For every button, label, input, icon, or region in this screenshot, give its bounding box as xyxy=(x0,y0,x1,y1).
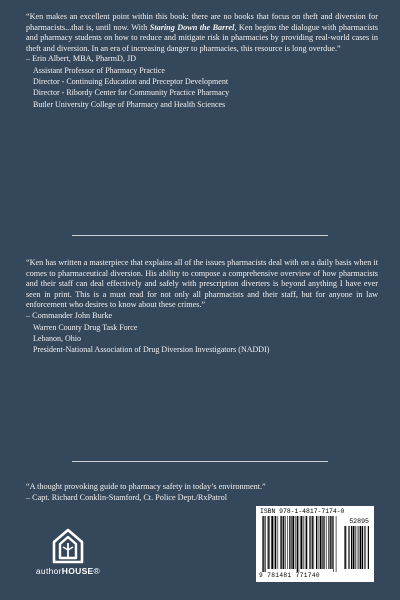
registered-mark: ® xyxy=(93,566,101,576)
barcode-bar xyxy=(265,516,266,572)
addon-bar xyxy=(360,526,362,569)
barcode-bar xyxy=(323,516,324,569)
barcode-bar xyxy=(312,516,313,569)
publisher-wordmark xyxy=(22,566,114,576)
addon-bar xyxy=(365,526,366,569)
barcode-bar xyxy=(263,516,264,572)
barcode-bar xyxy=(306,516,307,569)
barcode-bar xyxy=(274,516,275,569)
barcode-bar xyxy=(275,516,276,569)
barcode-bar xyxy=(326,516,327,569)
barcode-bar xyxy=(328,516,329,569)
endorser-titles xyxy=(26,322,378,356)
endorser-title-line: Lebanon, Ohio xyxy=(33,333,81,343)
barcode-bar xyxy=(331,516,332,569)
barcode-bar xyxy=(320,516,322,569)
addon-bar xyxy=(353,526,355,569)
wordmark-light: author xyxy=(35,566,62,576)
addon-bar xyxy=(359,526,360,569)
barcode-bar xyxy=(309,516,310,569)
book-title: Staring Down the Barrel xyxy=(149,22,235,32)
endorser-title-line: President-National Association of Drug Diversion Investigators (NADDI) xyxy=(33,344,270,354)
endorser-titles xyxy=(26,65,378,110)
isbn-label: ISBN 978-1-4817-7174-0 xyxy=(260,508,345,515)
barcode-bar xyxy=(287,516,288,569)
endorser-title-line: Director - Continuing Education and Preceptor Development xyxy=(33,77,229,87)
divider-rule xyxy=(72,461,328,462)
barcode-bars xyxy=(260,516,370,572)
addon-bar xyxy=(348,526,349,569)
barcode-bar xyxy=(289,516,290,569)
endorsement-erin-albert xyxy=(26,12,378,110)
barcode-bar xyxy=(295,516,296,569)
endorsement-quote: “Ken has written a masterpiece that explains all of the issues pharmacists deal with on a daily basis when it comes to pharmaceutical diversion. His ability to compose a comprehensive overview of how pharmacists and their staff can deal effectively and safely with prescription diverters is beyond anything I have ever seen in print. This is a must read for not only all pharmacists and their staff, but for anyone in law enforcement who desires to know about these crimes.” xyxy=(26,258,378,310)
barcode-bar xyxy=(299,516,300,572)
endorser-name: – Capt. Richard Conklin-Stamford, Ct. Police Dept./RxPatrol xyxy=(26,492,228,502)
barcode-bar xyxy=(318,516,319,569)
endorsement-quote xyxy=(26,12,378,54)
barcode-bar xyxy=(303,516,304,569)
endorser-title-line: Director - Ribordy Center for Community Practice Pharmacy xyxy=(33,88,230,98)
endorser-title-line: Assistant Professor of Pharmacy Practice xyxy=(33,65,165,75)
addon-bar xyxy=(368,526,369,569)
addon-bar xyxy=(355,526,356,569)
barcode-bar xyxy=(330,516,331,569)
isbn-barcode xyxy=(256,506,374,582)
endorser-title-line: Butler University College of Pharmacy and Health Sciences xyxy=(33,99,226,109)
addon-bar xyxy=(349,526,350,569)
barcode-bar xyxy=(336,516,337,572)
price-code: 52895 xyxy=(349,518,369,525)
publisher-logo xyxy=(22,528,114,578)
endorser-name: – Commander John Burke xyxy=(26,310,113,320)
barcode-bar xyxy=(262,516,263,572)
barcode-bar xyxy=(297,516,298,572)
barcode-bar xyxy=(292,516,294,569)
barcode-bar xyxy=(271,516,273,569)
barcode-bar xyxy=(313,516,314,569)
addon-bar xyxy=(345,526,346,569)
barcode-bar xyxy=(280,516,281,569)
quote-text-continued: , Ken begins the dialogue with pharmacists and pharmacy students on how to reduce and mitigate risk in pharmacies by providing real-world cases in theft and diversion. In an era of increasing danger to pharmacies, this resource is long overdue.” xyxy=(26,22,378,53)
barcode-bar xyxy=(316,516,317,569)
wordmark-bold: HOUSE xyxy=(61,566,94,576)
barcode-icon xyxy=(260,516,370,572)
addon-bar xyxy=(344,526,345,569)
endorsement-quote: “A thought provoking guide to pharmacy safety in today’s environment.” xyxy=(26,482,266,491)
endorser-name: – Erin Albert, MBA, PharmD, JD xyxy=(26,54,137,64)
barcode-bar xyxy=(291,516,292,569)
barcode-bar xyxy=(285,516,286,569)
endorsement-richard-conklin xyxy=(26,482,378,503)
addon-bar xyxy=(364,526,365,569)
endorsement-john-burke xyxy=(26,258,378,355)
addon-bar xyxy=(351,526,352,569)
ean-digits: 9 781481 771740 xyxy=(259,572,320,579)
barcode-bar xyxy=(305,516,306,569)
endorser-title-line: Warren County Drug Task Force xyxy=(33,322,138,332)
barcode-bar xyxy=(333,516,334,572)
barcode-bar xyxy=(268,516,269,569)
barcode-bar xyxy=(278,516,279,569)
quote-text: “Ken makes an excellent point within this book: there are no books that focus on theft and diversion for pharmacists...that is, until now. With xyxy=(26,12,378,32)
divider-rule xyxy=(72,235,328,236)
barcode-bar xyxy=(310,516,311,569)
addon-bar xyxy=(362,526,363,569)
barcode-bar xyxy=(300,516,302,569)
barcode-bar xyxy=(322,516,323,569)
barcode-bar xyxy=(283,516,284,569)
addon-bar xyxy=(357,526,358,569)
house-book-icon xyxy=(51,528,85,564)
barcode-bar xyxy=(269,516,270,569)
barcode-bar xyxy=(281,516,282,569)
